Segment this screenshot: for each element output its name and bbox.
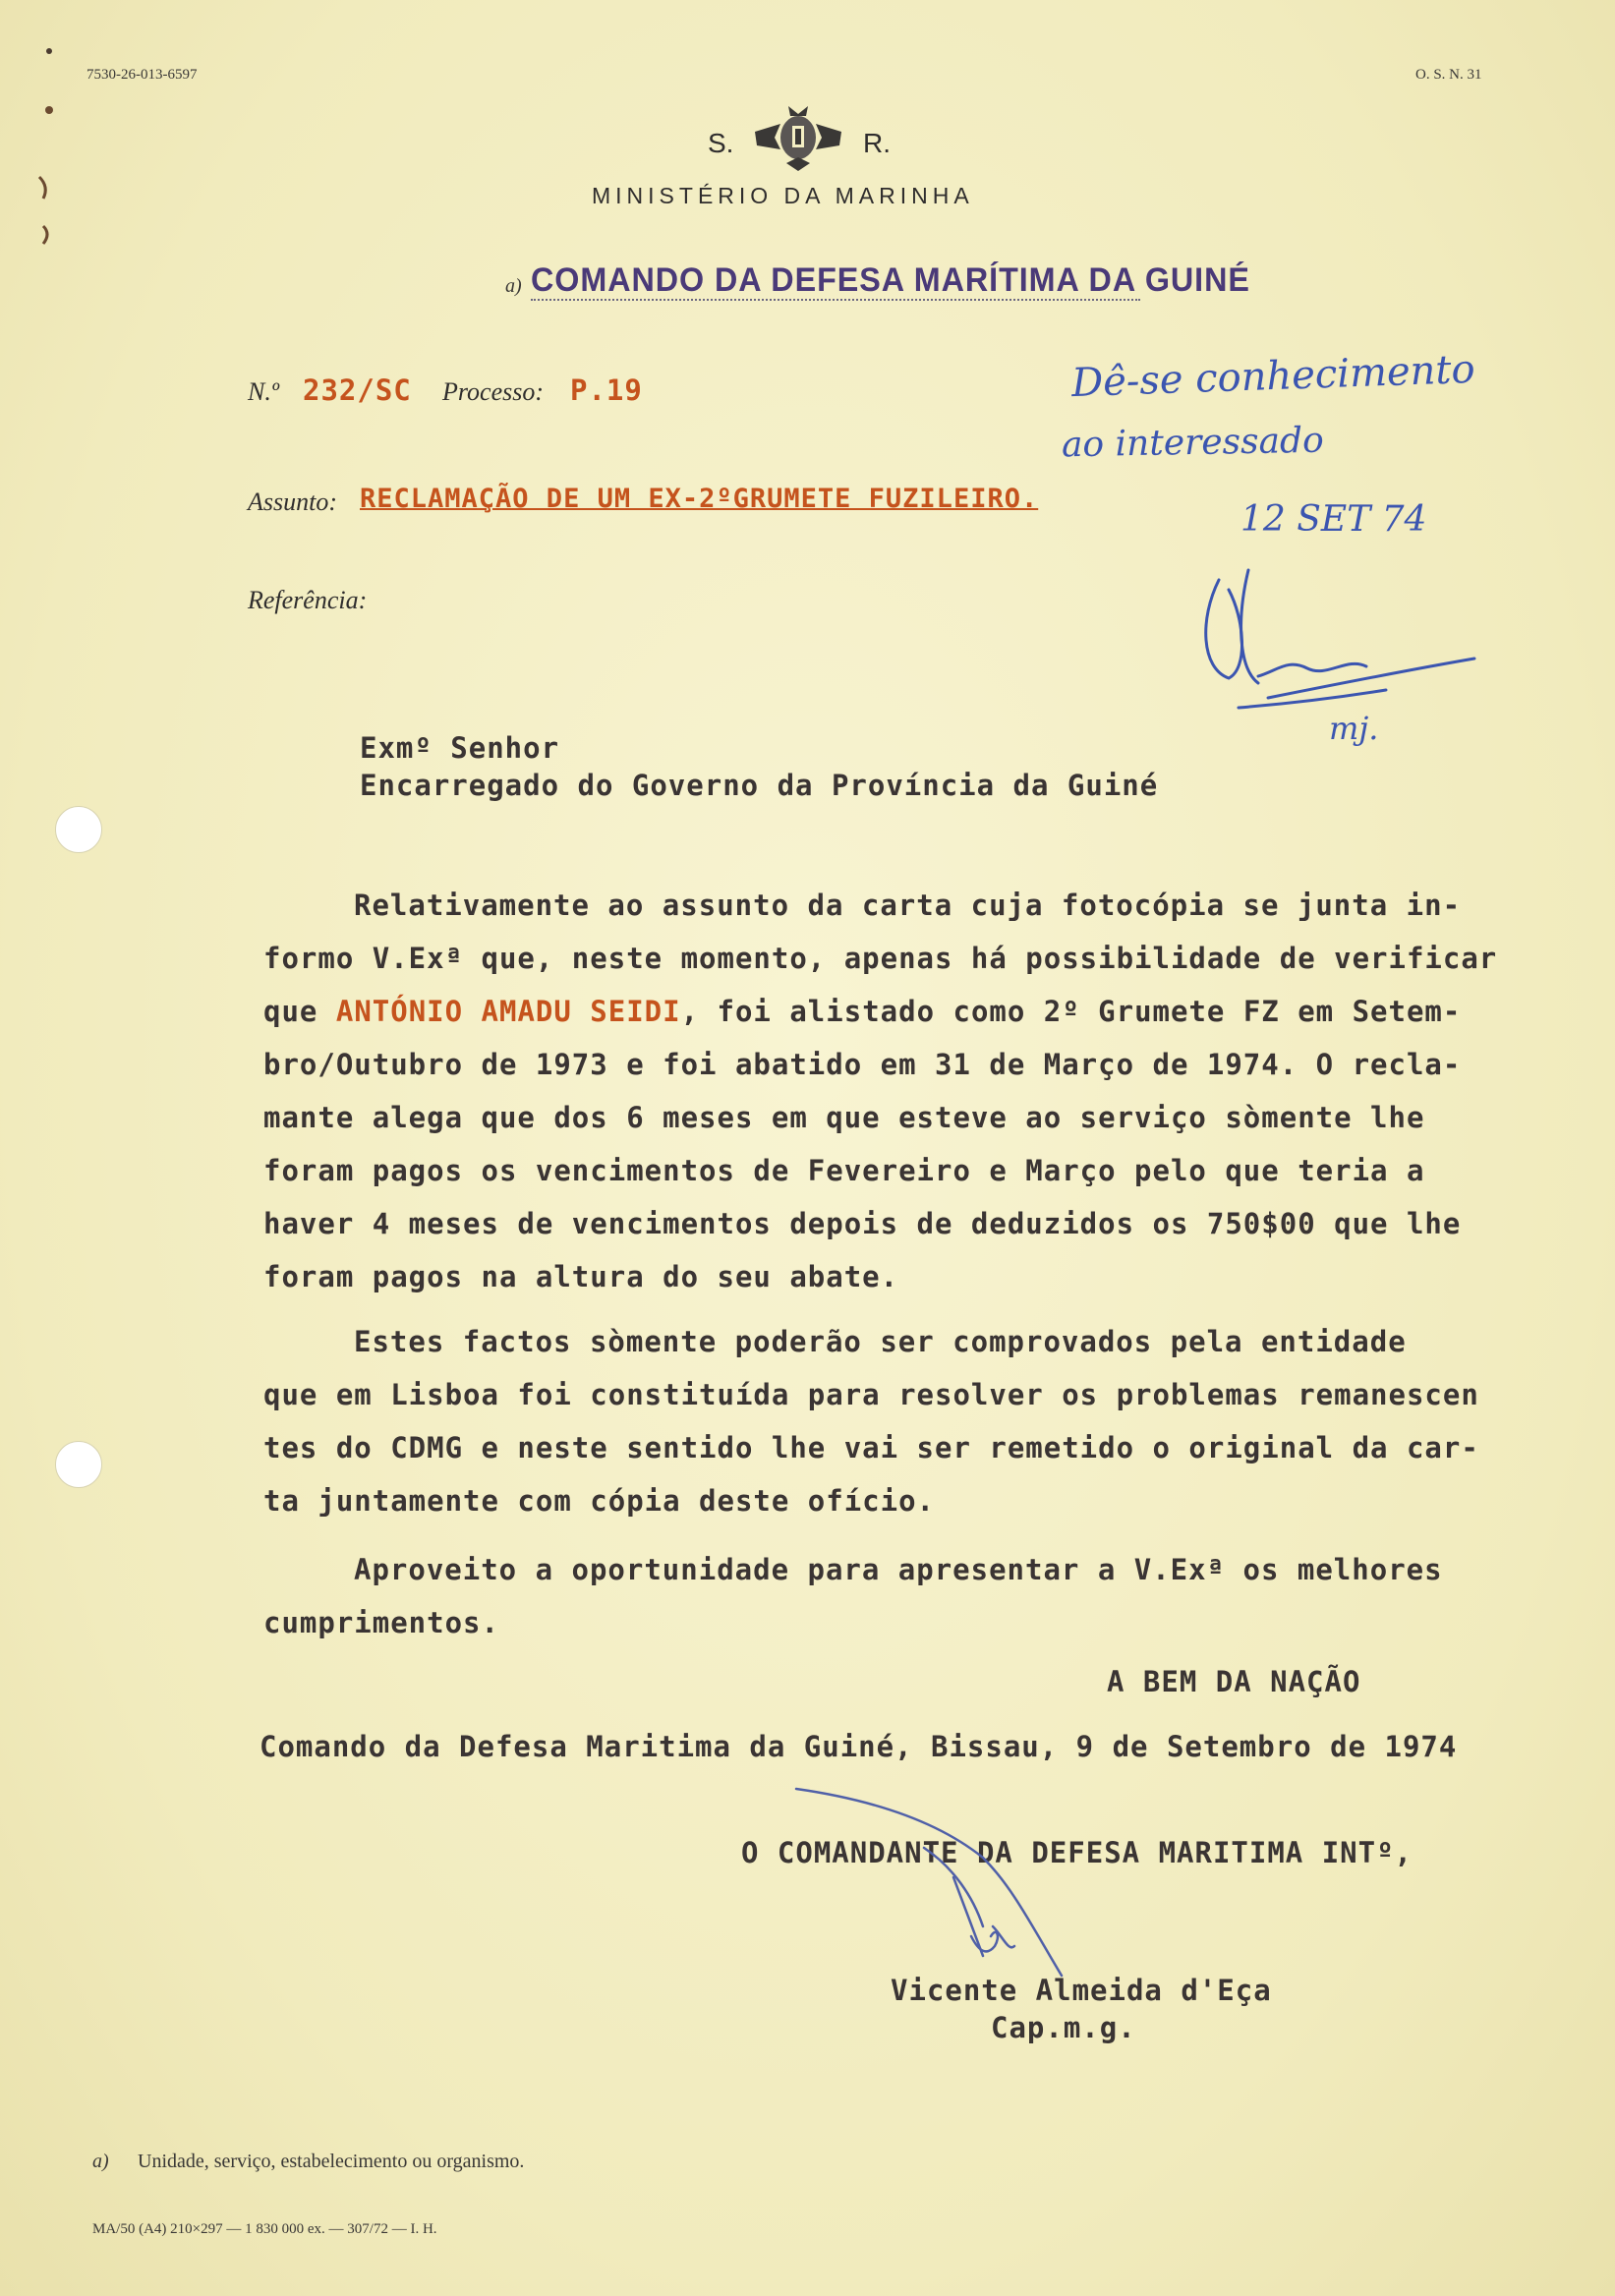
number-value: 232/SC [303,373,412,407]
processo-label: Processo: [442,377,545,406]
body-p3-line2: cumprimentos. [263,1606,499,1639]
body-p1-line7: haver 4 meses de vencimentos depois de deduzidos os 750$00 que lhe [263,1207,1462,1240]
print-code: MA/50 (A4) 210×297 — 1 830 000 ex. — 307/72 — I. H. [92,2221,437,2237]
coat-of-arms-icon [751,102,845,173]
body-p1-line8: foram pagos na altura do seu abate. [263,1260,899,1293]
handwritten-note-line1: Dê-se conhecimento [1070,346,1476,407]
processo-value: P.19 [570,373,643,407]
body-p1-line3 [263,995,1461,1028]
footnote-label: a) [92,2151,109,2172]
handwritten-date: 12 SET 74 [1240,499,1427,540]
body-p1-line4: bro/Outubro de 1973 e foi abatido em 31 de Março de 1974. O recla- [263,1048,1462,1081]
sr-right: R. [863,128,891,158]
body-p2-line3: tes do CDMG e neste sentido lhe vai ser remetido o original da car- [263,1431,1479,1464]
addressee-salutation: Exmº Senhor [360,731,560,765]
ministry-name: MINISTÉRIO DA MARINHA [592,183,974,208]
body-p1-line3-start: que [263,995,318,1028]
number-label: N.º [248,377,279,406]
body-p1-line2: formo V.Exª que, neste momento, apenas há possibilidade de verificar [263,942,1498,975]
closing-motto: A BEM DA NAÇÃO [1107,1665,1361,1698]
body-p1-line1: Relativamente ao assunto da carta cuja fotocópia se junta in- [354,889,1462,922]
osn-code: O. S. N. 31 [1415,67,1482,83]
body-p2-line4: ta juntamente com cópia deste ofício. [263,1484,936,1518]
body-p2-line2: que em Lisboa foi constituída para resolver os problemas remanescen [263,1378,1479,1411]
footnote-text: Unidade, serviço, estabelecimento ou organismo. [138,2151,525,2172]
body-p2-line1: Estes factos sòmente poderão ser comprovados pela entidade [354,1325,1407,1358]
body-p1-line5: mante alega que dos 6 meses em que esteve ao serviço sòmente lhe [263,1101,1425,1134]
handwritten-initials: mj. [1329,710,1379,747]
unit-stamp: COMANDO DA DEFESA MARÍTIMA DA GUINÉ [531,261,1250,299]
closing-place-date: Comando da Defesa Maritima da Guiné, Bissau, 9 de Setembro de 1974 [260,1730,1458,1763]
closing-title: O COMANDANTE DA DEFESA MARITIMA INTº, [741,1836,1413,1869]
body-p1-line3-end: , foi alistado como 2º Grumete FZ em Setem- [680,995,1462,1028]
punch-hole-bottom [55,1441,102,1488]
stamp-dotted-line [531,299,1140,301]
referencia-label: Referência: [248,586,368,614]
sr-left: S. [708,128,734,158]
body-p3-line1: Aproveito a oportunidade para apresentar a V.Exª os melhores [354,1553,1443,1586]
addressee-name: Encarregado do Governo da Província da Guiné [360,769,1159,802]
handwritten-note-line2: ao interessado [1061,420,1325,466]
commander-signature-icon [786,1779,1101,2005]
form-code: 7530-26-013-6597 [87,67,198,83]
commander-rank: Cap.m.g. [991,2011,1136,2044]
body-p1-line6: foram pagos os vencimentos de Fevereiro e Março pelo que teria a [263,1154,1425,1187]
stamp-prefix: a) [505,275,522,297]
assunto-label: Assunto: [248,488,337,516]
assunto-value: RECLAMAÇÃO DE UM EX-2ºGRUMETE FUZILEIRO. [360,484,1039,514]
punch-hole-top [55,806,102,853]
edge-marks [29,39,69,256]
commander-name: Vicente Almeida d'Eça [891,1974,1272,2007]
person-name: ANTÓNIO AMADU SEIDI [335,995,681,1028]
